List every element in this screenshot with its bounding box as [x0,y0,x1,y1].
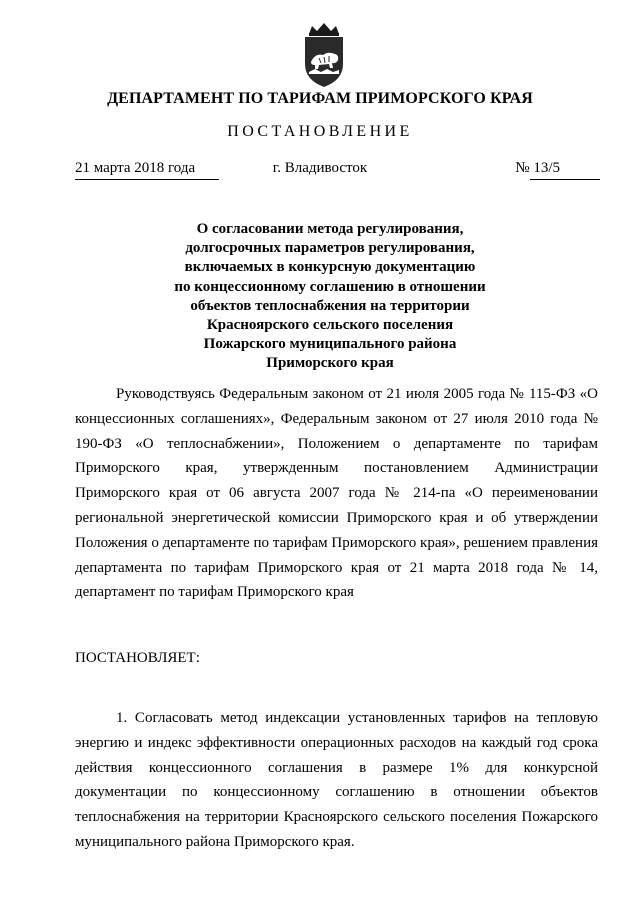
subject-line: О согласовании метода регулирования, [196,221,464,237]
subject-line: Приморского края [266,355,394,372]
department-name: ДЕПАРТАМЕНТ ПО ТАРИФАМ ПРИМОРСКОГО КРАЯ [107,90,533,107]
coat-of-arms-emblem [299,20,349,90]
subject-line: включаемых в конкурсную документацию [184,259,476,276]
decree-number: № 13/5 [515,160,560,176]
decrees-heading: ПОСТАНОВЛЯЕТ: [75,650,200,666]
subject-line: Пожарского муниципального района [203,336,457,353]
subject-line: объектов теплоснабжения на территории [190,297,470,314]
decree-date: 21 марта 2018 года [75,160,196,176]
subject-line: по концессионному соглашению в отношении [174,278,486,295]
date-underline [75,179,219,180]
subject-line: Красноярского сельского поселения [206,317,454,334]
subject-line: долгосрочных параметров регулирования, [185,240,475,257]
decree-subject [150,220,510,374]
number-underline [530,179,600,180]
decree-type: ПОСТАНОВЛЕНИЕ [227,123,413,140]
decree-city: г. Владивосток [272,160,368,176]
preamble-paragraph: Руководствуясь Федеральным законом от 21 июля 2005 года № 115-ФЗ «О концессионных соглашениях», Федеральным законом от 27 июля 2010 года № 190-ФЗ «О теплоснабжении», Положением о департаменте по тарифам Приморского края, утвержденным постановлением Администрации Приморского края от 06 августа 2007 года № 214-па «О переименовании региональной энергетической комиссии Приморского края и об утверждении Положения о департаменте по тарифам Приморского края», решением правления департамента по тарифам Приморского края от 21 марта 2018 года № 14, департамент по тарифам Приморского края [75,386,598,601]
decree-item-1: 1. Согласовать метод индексации установленных тарифов на тепловую энергию и индекс эффективности операционных расходов на каждый год срока действия концессионного соглашения в размере 1% для конкурсной документации по концессионному соглашению в отношении объектов теплоснабжения на территории Красноярского сельского поселения Пожарского муниципального района Приморского края. [75,710,598,850]
